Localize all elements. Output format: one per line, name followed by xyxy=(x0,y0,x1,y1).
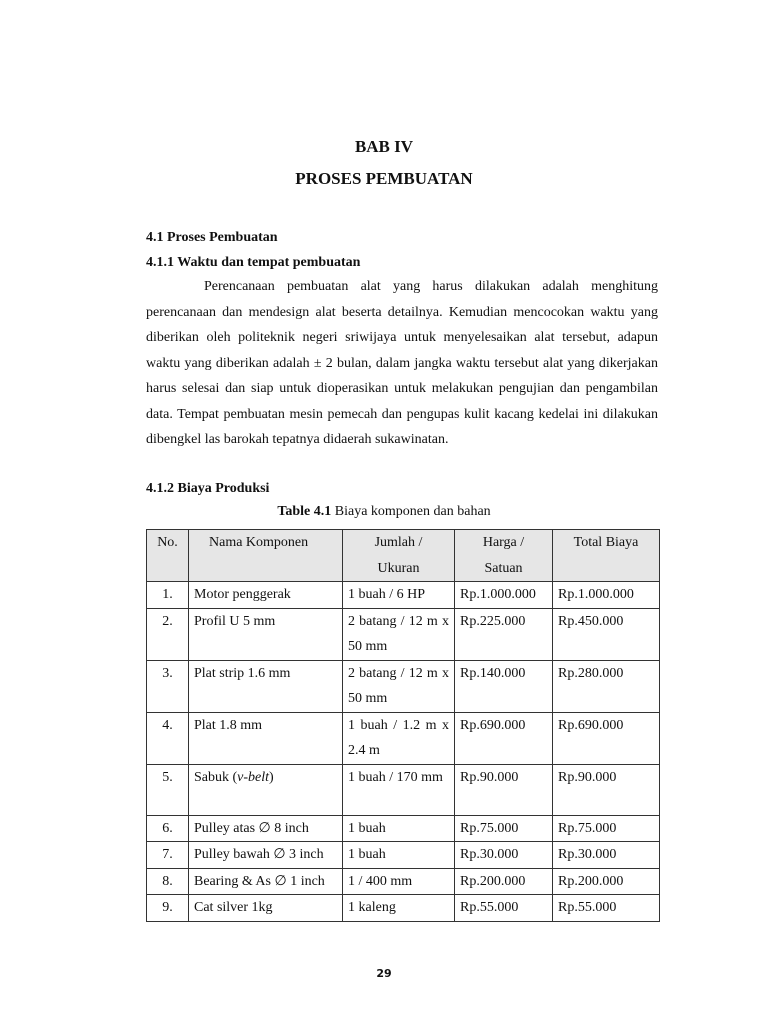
cell-quantity: 1 buah / 1.2 m x 2.4 m xyxy=(343,712,455,764)
header-quantity-line2: Ukuran xyxy=(377,560,420,576)
header-unit-price xyxy=(455,530,553,582)
cell-component-name xyxy=(189,764,343,815)
cell-no: 2. xyxy=(147,608,189,660)
table-row xyxy=(147,815,660,842)
chapter-number: BAB IV xyxy=(354,137,414,156)
chapter-title: PROSES PEMBUATAN xyxy=(295,169,473,188)
cell-no: 9. xyxy=(147,895,189,922)
cell-unit-price: Rp.90.000 xyxy=(455,764,553,815)
cell-total: Rp.75.000 xyxy=(553,815,660,842)
cell-component-name: Pulley bawah ∅ 3 inch xyxy=(189,842,343,869)
cell-no: 5. xyxy=(147,764,189,815)
name-suffix: ) xyxy=(269,769,274,785)
cell-component-name: Cat silver 1kg xyxy=(189,895,343,922)
table-header-row xyxy=(147,530,660,582)
table-row xyxy=(147,608,660,660)
section-heading: 4.1 Proses Pembuatan xyxy=(146,230,278,245)
cell-component-name: Plat 1.8 mm xyxy=(189,712,343,764)
cell-total: Rp.690.000 xyxy=(553,712,660,764)
cell-unit-price: Rp.140.000 xyxy=(455,660,553,712)
cell-quantity: 1 kaleng xyxy=(343,895,455,922)
paragraph-text: Perencanaan pembuatan alat yang harus dilakukan adalah menghitung perencanaan dan mendesign alat beserta detailnya. Kemudian mencocokan waktu yang diberikan oleh politeknik negeri sriwijaya untuk menyelesaikan alat tersebut, adapun waktu yang diberikan adalah ± 2 bulan, dalam jangka waktu tersebut alat yang dikerjakan harus selesai dan siap untuk dioperasikan untuk melakukan pengujian dan pengambilan data. Tempat pembuatan mesin pemecah dan pengupas kulit kacang kedelai ini dilakukan dibengkel las barokah tepatnya didaerah sukawinatan. xyxy=(146,279,658,447)
name-prefix: Sabuk ( xyxy=(194,769,238,785)
cell-total: Rp.280.000 xyxy=(553,660,660,712)
table-row xyxy=(147,895,660,922)
header-price-line1: Harga / xyxy=(482,535,525,550)
cell-component-name: Profil U 5 mm xyxy=(189,608,343,660)
cell-component-name: Pulley atas ∅ 8 inch xyxy=(189,815,343,842)
cell-no: 4. xyxy=(147,712,189,764)
cell-no: 3. xyxy=(147,660,189,712)
body-paragraph xyxy=(146,274,658,453)
cell-quantity: 1 / 400 mm xyxy=(343,868,455,895)
table-caption-label: Table 4.1 xyxy=(277,504,332,519)
cell-total: Rp.450.000 xyxy=(553,608,660,660)
cell-unit-price: Rp.690.000 xyxy=(455,712,553,764)
header-quantity xyxy=(343,530,455,582)
subsection-heading-time-place: 4.1.1 Waktu dan tempat pembuatan xyxy=(146,255,361,270)
cost-table xyxy=(146,529,660,922)
table-caption xyxy=(0,503,768,521)
table-row xyxy=(147,660,660,712)
table-row xyxy=(147,582,660,609)
table-row xyxy=(147,842,660,869)
cell-total: Rp.1.000.000 xyxy=(553,582,660,609)
cell-quantity: 1 buah / 6 HP xyxy=(343,582,455,609)
header-no: No. xyxy=(147,530,189,582)
cell-no: 8. xyxy=(147,868,189,895)
header-price-line2: Satuan xyxy=(484,560,523,576)
cell-total: Rp.30.000 xyxy=(553,842,660,869)
cell-quantity: 1 buah xyxy=(343,842,455,869)
cell-component-name: Bearing & As ∅ 1 inch xyxy=(189,868,343,895)
table-row xyxy=(147,712,660,764)
cell-quantity: 1 buah xyxy=(343,815,455,842)
cell-unit-price: Rp.200.000 xyxy=(455,868,553,895)
cell-quantity: 2 batang / 12 m x 50 mm xyxy=(343,660,455,712)
cell-no: 6. xyxy=(147,815,189,842)
cell-unit-price: Rp.225.000 xyxy=(455,608,553,660)
header-quantity-line1: Jumlah / xyxy=(374,535,423,550)
cell-unit-price: Rp.75.000 xyxy=(455,815,553,842)
table-caption-text: Biaya komponen dan bahan xyxy=(334,504,491,519)
cell-unit-price: Rp.55.000 xyxy=(455,895,553,922)
cell-no: 1. xyxy=(147,582,189,609)
table-row xyxy=(147,764,660,815)
header-component-name: Nama Komponen xyxy=(189,530,343,582)
cell-component-name: Plat strip 1.6 mm xyxy=(189,660,343,712)
subsection-heading-cost: 4.1.2 Biaya Produksi xyxy=(146,481,270,496)
table-row xyxy=(147,868,660,895)
header-total-cost: Total Biaya xyxy=(553,530,660,582)
cell-total: Rp.200.000 xyxy=(553,868,660,895)
page-number: 29 xyxy=(376,967,392,980)
cell-quantity: 1 buah / 170 mm xyxy=(343,764,455,815)
name-italic: v-belt xyxy=(237,769,270,785)
cell-total: Rp.90.000 xyxy=(553,764,660,815)
cell-component-name: Motor penggerak xyxy=(189,582,343,609)
cell-unit-price: Rp.30.000 xyxy=(455,842,553,869)
cell-quantity: 2 batang / 12 m x 50 mm xyxy=(343,608,455,660)
cell-unit-price: Rp.1.000.000 xyxy=(455,582,553,609)
cell-no: 7. xyxy=(147,842,189,869)
cell-total: Rp.55.000 xyxy=(553,895,660,922)
